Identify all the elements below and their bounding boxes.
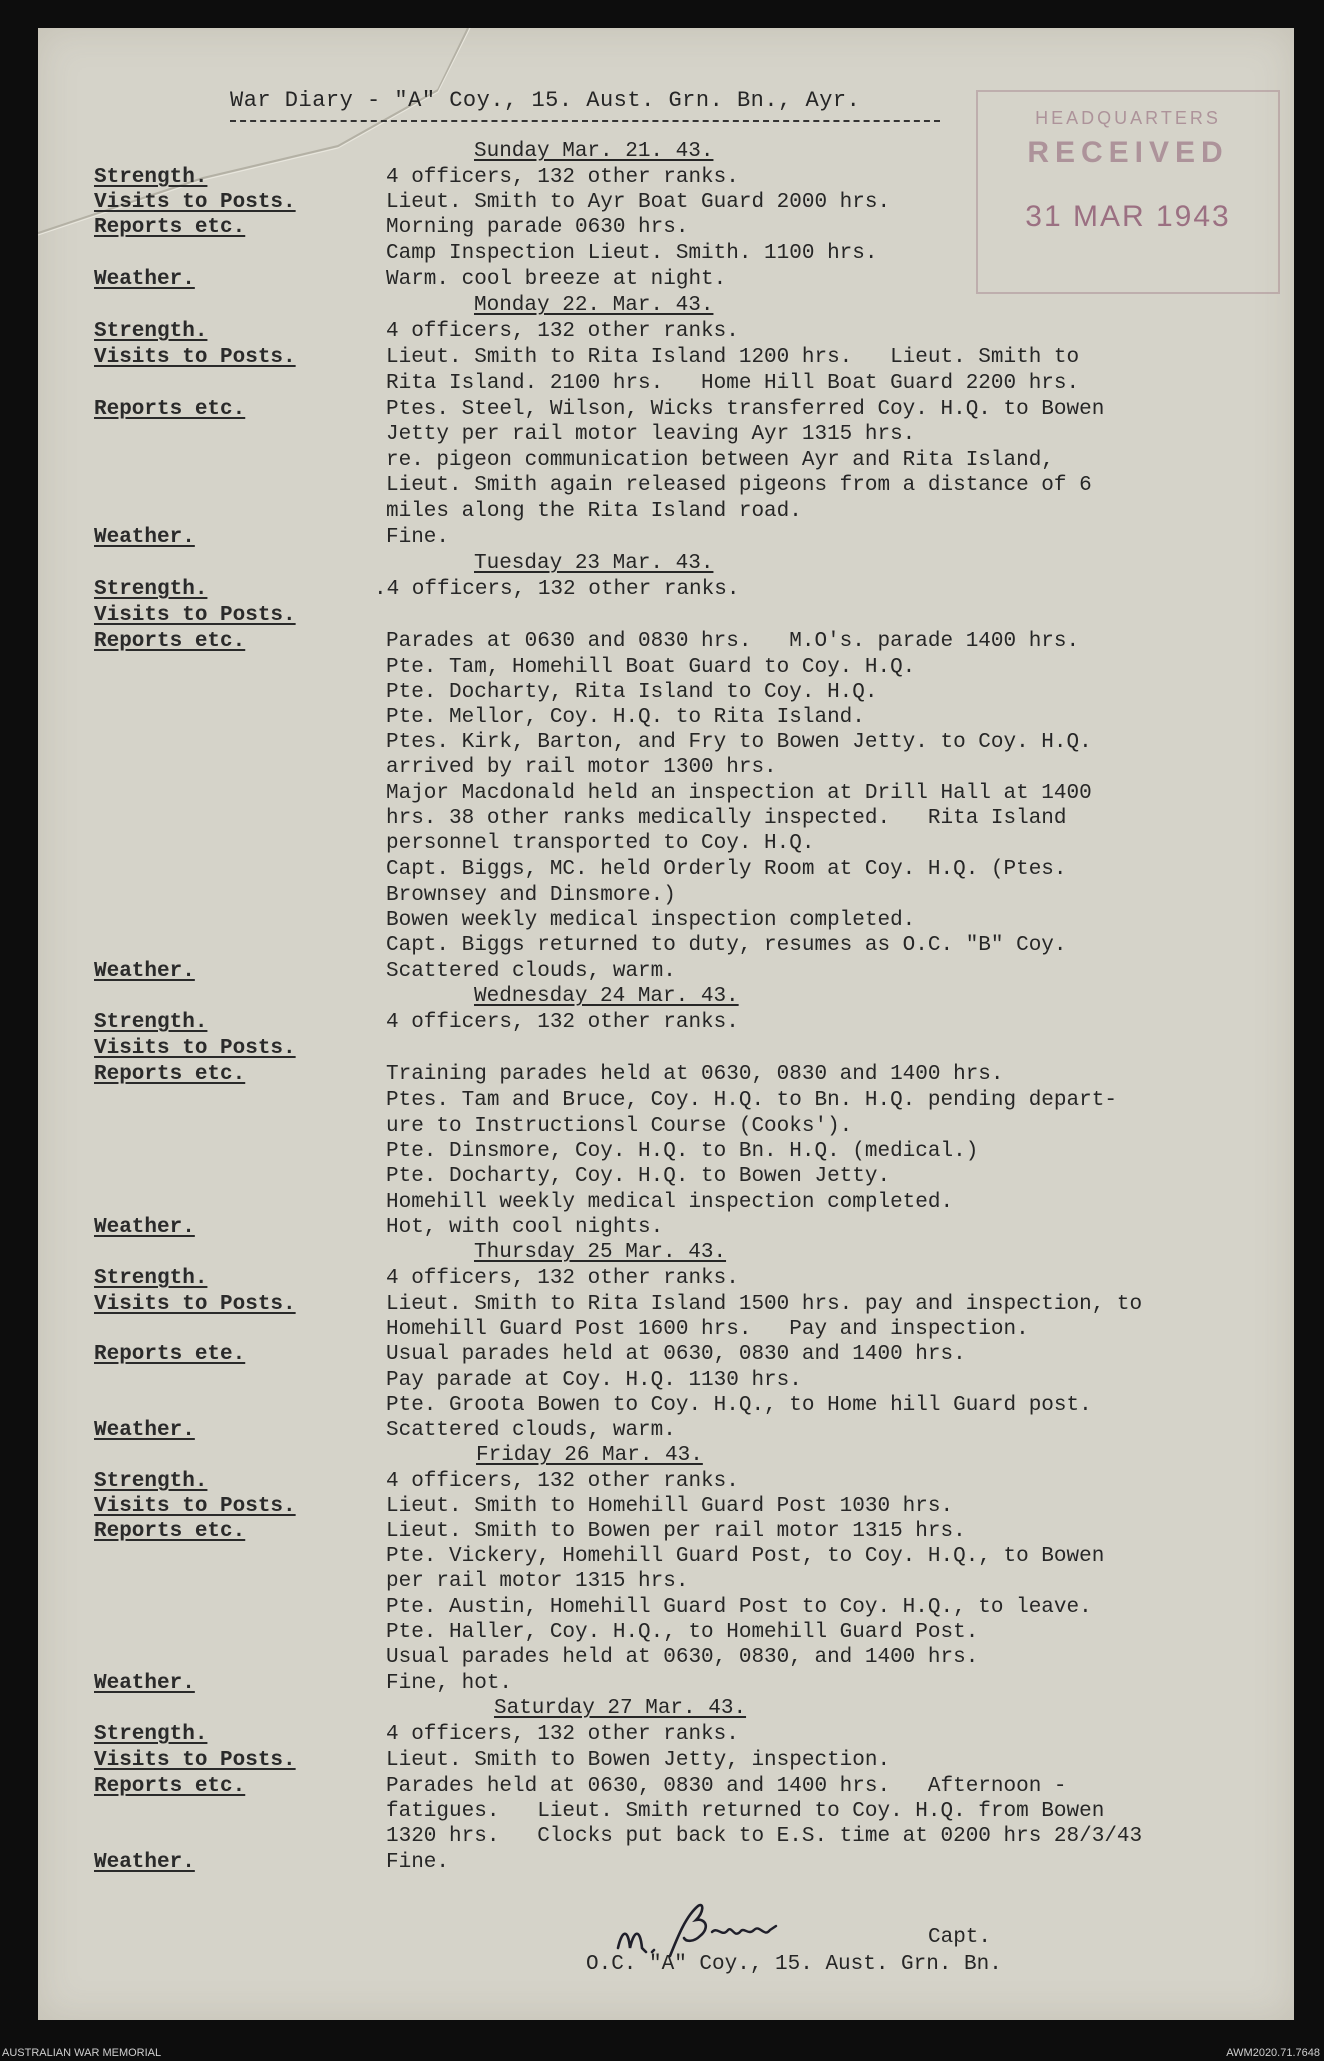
- entry-line: Pte. Austin, Homehill Guard Post to Coy. H.Q., to leave.: [386, 1596, 1092, 1619]
- label-reports: Reports etc.: [94, 216, 246, 239]
- entry-line: Pte. Groota Bowen to Coy. H.Q., to Home hill Guard post.: [386, 1394, 1092, 1417]
- entry-line: arrived by rail motor 1300 hrs.: [386, 756, 777, 779]
- label-weather: Weather.: [94, 1851, 195, 1874]
- label-reports: Reports etc.: [94, 630, 246, 653]
- label-reports: Reports ete.: [94, 1343, 246, 1366]
- entry-line: Training parades held at 0630, 0830 and 1400 hrs.: [386, 1063, 1004, 1086]
- entry-line: Homehill weekly medical inspection completed.: [386, 1191, 954, 1214]
- day-heading-wednesday: Wednesday 24 Mar. 43.: [474, 985, 739, 1008]
- entry-line: Jetty per rail motor leaving Ayr 1315 hrs.: [386, 423, 916, 446]
- entry-line: Pte. Docharty, Coy. H.Q. to Bowen Jetty.: [386, 1165, 891, 1188]
- signature-rank: Capt.: [928, 1926, 992, 1949]
- entry-line: Rita Island. 2100 hrs. Home Hill Boat Guard 2200 hrs.: [386, 372, 1080, 395]
- day-heading-saturday: Saturday 27 Mar. 43.: [494, 1697, 747, 1720]
- entry-line: Ptes. Steel, Wilson, Wicks transferred Coy. H.Q. to Bowen: [386, 398, 1105, 421]
- archive-reference: AWM2020.71.7648: [1226, 2047, 1320, 2059]
- label-strength: Strength.: [94, 578, 208, 601]
- entry-line: 4 officers, 132 other ranks.: [386, 1267, 739, 1290]
- entry-line: 4 officers, 132 other ranks.: [386, 166, 739, 189]
- stamp-received: RECEIVED: [1027, 136, 1229, 169]
- label-strength: Strength.: [94, 166, 208, 189]
- entry-line: Pte. Tam, Homehill Boat Guard to Coy. H.Q.: [386, 656, 916, 679]
- day-heading-monday: Monday 22. Mar. 43.: [474, 294, 714, 317]
- label-weather: Weather.: [94, 1672, 195, 1695]
- entry-line: Usual parades held at 0630, 0830, and 1400 hrs.: [386, 1646, 979, 1669]
- entry-line: Parades held at 0630, 0830 and 1400 hrs. Afternoon -: [386, 1775, 1067, 1798]
- entry-line: Parades at 0630 and 0830 hrs. M.O's. parade 1400 hrs.: [386, 630, 1080, 653]
- day-heading-thursday: Thursday 25 Mar. 43.: [474, 1241, 727, 1264]
- received-stamp: [976, 90, 1280, 294]
- entry-line: 1320 hrs. Clocks put back to E.S. time at 0200 hrs 28/3/43: [386, 1825, 1143, 1848]
- entry-line: Ptes. Tam and Bruce, Coy. H.Q. to Bn. H.Q. pending depart-: [386, 1089, 1117, 1112]
- label-strength: Strength.: [94, 1723, 208, 1746]
- entry-line: Scattered clouds, warm.: [386, 960, 676, 983]
- signature-unit: O.C. "A" Coy., 15. Aust. Grn. Bn.: [586, 1953, 1002, 1976]
- entry-line: .4 officers, 132 other ranks.: [374, 578, 740, 601]
- label-weather: Weather.: [94, 268, 195, 291]
- entry-line: Homehill Guard Post 1600 hrs. Pay and inspection.: [386, 1318, 1029, 1341]
- label-visits: Visits to Posts.: [94, 1749, 296, 1772]
- label-weather: Weather.: [94, 1419, 195, 1442]
- entry-line: Capt. Biggs returned to duty, resumes as O.C. "B" Coy.: [386, 934, 1067, 957]
- entry-line: Fine, hot.: [386, 1672, 513, 1695]
- label-strength: Strength.: [94, 1267, 208, 1290]
- label-reports: Reports etc.: [94, 398, 246, 421]
- label-visits: Visits to Posts.: [94, 191, 296, 214]
- entry-line: Warm. cool breeze at night.: [386, 268, 727, 291]
- label-strength: Strength.: [94, 1011, 208, 1034]
- label-visits: Visits to Posts.: [94, 1293, 296, 1316]
- entry-line: personnel transported to Coy. H.Q.: [386, 832, 815, 855]
- label-weather: Weather.: [94, 1216, 195, 1239]
- entry-line: Lieut. Smith again released pigeons from a distance of 6: [386, 474, 1092, 497]
- entry-line: Lieut. Smith to Homehill Guard Post 1030 hrs.: [386, 1495, 954, 1518]
- entry-line: Fine.: [386, 1851, 450, 1874]
- entry-line: per rail motor 1315 hrs.: [386, 1570, 689, 1593]
- entry-line: Lieut. Smith to Ayr Boat Guard 2000 hrs.: [386, 191, 891, 214]
- entry-line: Pte. Haller, Coy. H.Q., to Homehill Guard Post.: [386, 1621, 979, 1644]
- label-reports: Reports etc.: [94, 1063, 246, 1086]
- entry-line: Lieut. Smith to Bowen per rail motor 1315 hrs.: [386, 1520, 966, 1543]
- entry-line: Ptes. Kirk, Barton, and Fry to Bowen Jetty. to Coy. H.Q.: [386, 731, 1092, 754]
- label-strength: Strength.: [94, 1470, 208, 1493]
- document-sheet: [38, 28, 1294, 2020]
- entry-line: Lieut. Smith to Rita Island 1200 hrs. Lieut. Smith to: [386, 346, 1080, 369]
- entry-line: miles along the Rita Island road.: [386, 500, 802, 523]
- entry-line: Usual parades held at 0630, 0830 and 1400 hrs.: [386, 1343, 966, 1366]
- label-reports: Reports etc.: [94, 1520, 246, 1543]
- entry-line: Lieut. Smith to Rita Island 1500 hrs. pay and inspection, to: [386, 1293, 1143, 1316]
- entry-line: 4 officers, 132 other ranks.: [386, 1470, 739, 1493]
- entry-line: Hot, with cool nights.: [386, 1216, 664, 1239]
- entry-line: Pte. Dinsmore, Coy. H.Q. to Bn. H.Q. (medical.): [386, 1140, 979, 1163]
- entry-line: Major Macdonald held an inspection at Drill Hall at 1400: [386, 782, 1092, 805]
- day-heading-tuesday: Tuesday 23 Mar. 43.: [474, 552, 714, 575]
- entry-line: Morning parade 0630 hrs.: [386, 216, 689, 239]
- label-visits: Visits to Posts.: [94, 604, 296, 627]
- entry-line: Brownsey and Dinsmore.): [386, 884, 676, 907]
- entry-line: ure to Instructionsl Course (Cooks').: [386, 1115, 853, 1138]
- stamp-heading: HEADQUARTERS: [1035, 108, 1221, 128]
- entry-line: 4 officers, 132 other ranks.: [386, 1723, 739, 1746]
- entry-line: 4 officers, 132 other ranks.: [386, 1011, 739, 1034]
- label-visits: Visits to Posts.: [94, 1495, 296, 1518]
- entry-line: fatigues. Lieut. Smith returned to Coy. H.Q. from Bowen: [386, 1800, 1105, 1823]
- diary-title: War Diary - "A" Coy., 15. Aust. Grn. Bn., Ayr.: [230, 88, 861, 113]
- entry-line: 4 officers, 132 other ranks.: [386, 320, 739, 343]
- label-visits: Visits to Posts.: [94, 346, 296, 369]
- entry-line: Pte. Mellor, Coy. H.Q. to Rita Island.: [386, 706, 865, 729]
- entry-line: Capt. Biggs, MC. held Orderly Room at Coy. H.Q. (Ptes.: [386, 858, 1067, 881]
- entry-line: Lieut. Smith to Bowen Jetty, inspection.: [386, 1749, 891, 1772]
- entry-line: hrs. 38 other ranks medically inspected. Rita Island: [386, 807, 1067, 830]
- day-heading-friday: Friday 26 Mar. 43.: [476, 1444, 703, 1467]
- entry-line: Pay parade at Coy. H.Q. 1130 hrs.: [386, 1369, 802, 1392]
- label-reports: Reports etc.: [94, 1775, 246, 1798]
- entry-line: Pte. Vickery, Homehill Guard Post, to Coy. H.Q., to Bowen: [386, 1545, 1105, 1568]
- title-underline: [230, 120, 940, 122]
- label-visits: Visits to Posts.: [94, 1037, 296, 1060]
- day-heading-sunday: Sunday Mar. 21. 43.: [474, 140, 714, 163]
- label-strength: Strength.: [94, 320, 208, 343]
- stamp-date: 31 MAR 1943: [1025, 200, 1231, 233]
- entry-line: Camp Inspection Lieut. Smith. 1100 hrs.: [386, 242, 878, 265]
- archive-credit: AUSTRALIAN WAR MEMORIAL: [2, 2047, 162, 2059]
- label-weather: Weather.: [94, 960, 195, 983]
- entry-line: re. pigeon communication between Ayr and Rita Island,: [386, 449, 1054, 472]
- entry-line: Scattered clouds, warm.: [386, 1419, 676, 1442]
- label-weather: Weather.: [94, 526, 195, 549]
- entry-line: Pte. Docharty, Rita Island to Coy. H.Q.: [386, 681, 878, 704]
- entry-line: Bowen weekly medical inspection completed.: [386, 909, 916, 932]
- entry-line: Fine.: [386, 526, 450, 549]
